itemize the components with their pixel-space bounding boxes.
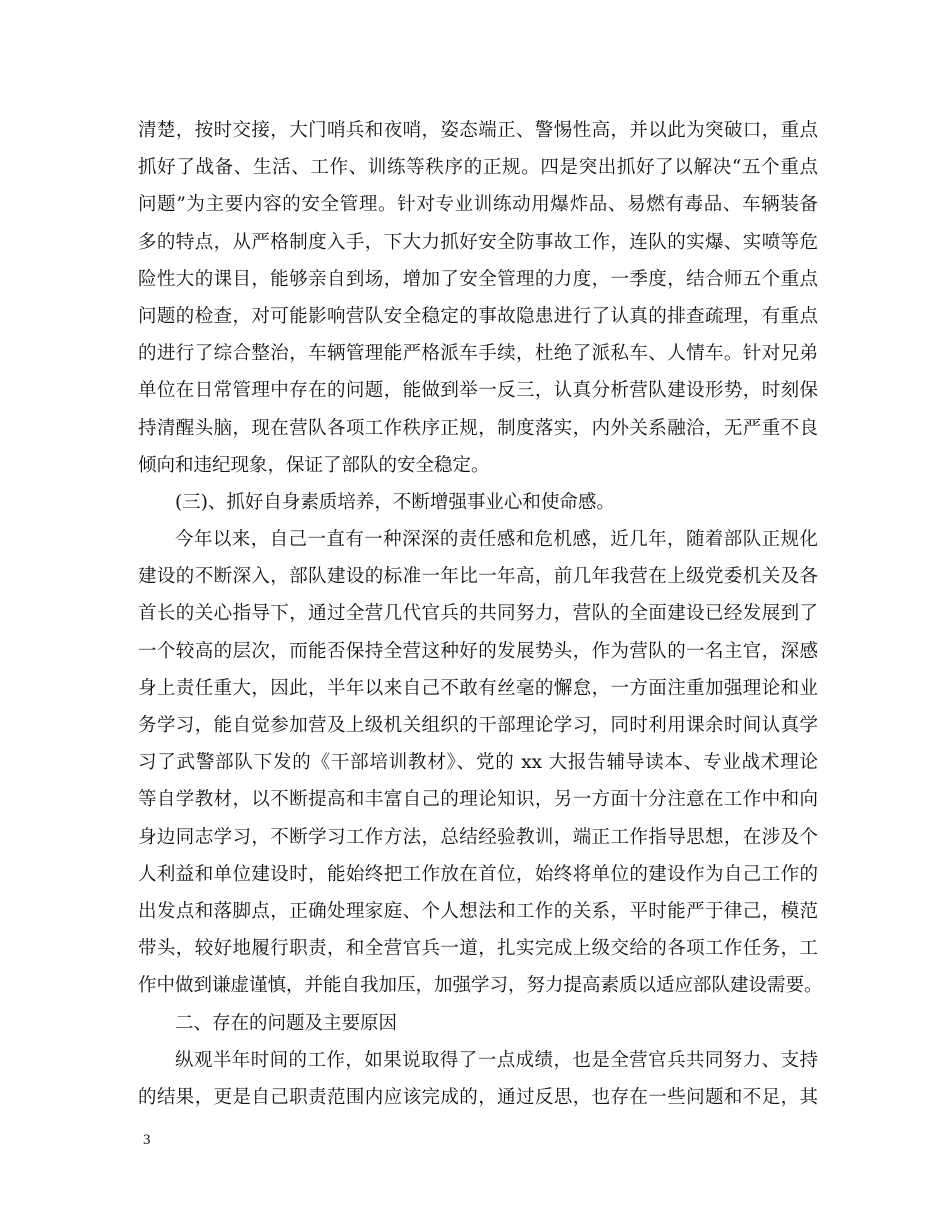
text-line: 身上责任重大，因此，半年以来自己不敢有丝毫的懈怠，一方面注重加强理论和业 (138, 677, 818, 699)
text-line: 险性大的课目，能够亲自到场，增加了安全管理的力度，一季度，结合师五个重点 (138, 268, 818, 290)
text-line: 出发点和落脚点，正确处理家庭、个人想法和工作的关系，平时能严于律己，模范 (138, 900, 818, 922)
text-line: 问题”为主要内容的安全管理。针对专业训练动用爆炸品、易燃有毒品、车辆装备 (138, 194, 818, 216)
section-heading: (三)、抓好自身素质培养，不断增强事业心和使命感。 (175, 491, 615, 513)
text-line: 人利益和单位建设时，能始终把工作放在首位，始终将单位的建设作为自己工作的 (138, 863, 818, 885)
text-line: 纵观半年时间的工作，如果说取得了一点成绩，也是全营官兵共同努力、支持 (175, 1049, 818, 1071)
text-line: 作中做到谦虚谨慎，并能自我加压，加强学习，努力提高素质以适应部队建设需要。 (138, 975, 823, 997)
text-line: 多的特点，从严格制度入手，下大力抓好安全防事故工作，连队的实爆、实喷等危 (138, 231, 818, 253)
text-line: 清楚，按时交接，大门哨兵和夜哨，姿态端正、警惕性高，并以此为突破口，重点 (138, 120, 818, 141)
text-line: 的进行了综合整治，车辆管理能严格派车手续，杜绝了派私车、人情车。针对兄弟 (138, 343, 818, 365)
text-line: 首长的关心指导下，通过全营几代官兵的共同努力，营队的全面建设已经发展到了 (138, 603, 818, 625)
text-line: 单位在日常管理中存在的问题，能做到举一反三，认真分析营队建设形势，时刻保 (138, 380, 818, 402)
text-line: 带头，较好地履行职责，和全营官兵一道，扎实完成上级交给的各项工作任务，工 (138, 938, 818, 960)
text-line: 习了武警部队下发的《干部培训教材》、党的 xx 大报告辅导读本、专业战术理论 (138, 752, 818, 774)
text-line: 今年以来，自己一直有一种深深的责任感和危机感，近几年，随着部队正规化 (175, 529, 818, 551)
text-line: 的结果，更是自己职责范围内应该完成的，通过反思，也存在一些问题和不足，其 (138, 1086, 818, 1108)
text-line: 持清醒头脑，现在营队各项工作秩序正规，制度落实，内外关系融洽，无严重不良 (138, 417, 818, 439)
text-line: 抓好了战备、生活、工作、训练等秩序的正规。四是突出抓好了以解决“五个重点 (138, 157, 818, 179)
text-line: 建设的不断深入，部队建设的标准一年比一年高，前几年我营在上级党委机关及各 (138, 566, 818, 588)
text-line: 身边同志学习，不断学习工作方法，总结经验教训，端正工作指导思想，在涉及个 (138, 826, 818, 848)
text-line: 一个较高的层次，而能否保持全营这种好的发展势头，作为营队的一名主官，深感 (138, 640, 818, 662)
text-line: 等自学教材，以不断提高和丰富自己的理论知识，另一方面十分注意在工作中和向 (138, 789, 818, 811)
text-line: 问题的检查，对可能影响营队安全稳定的事故隐患进行了认真的排查疏理，有重点 (138, 305, 818, 327)
text-line: 务学习，能自觉参加营及上级机关组织的干部理论学习，同时利用课余时间认真学 (138, 715, 818, 736)
page-number: 3 (143, 1132, 151, 1148)
section-heading: 二、存在的问题及主要原因 (175, 1012, 398, 1034)
document-body (138, 112, 823, 1116)
text-line: 倾向和违纪现象，保证了部队的安全稳定。 (138, 454, 490, 476)
